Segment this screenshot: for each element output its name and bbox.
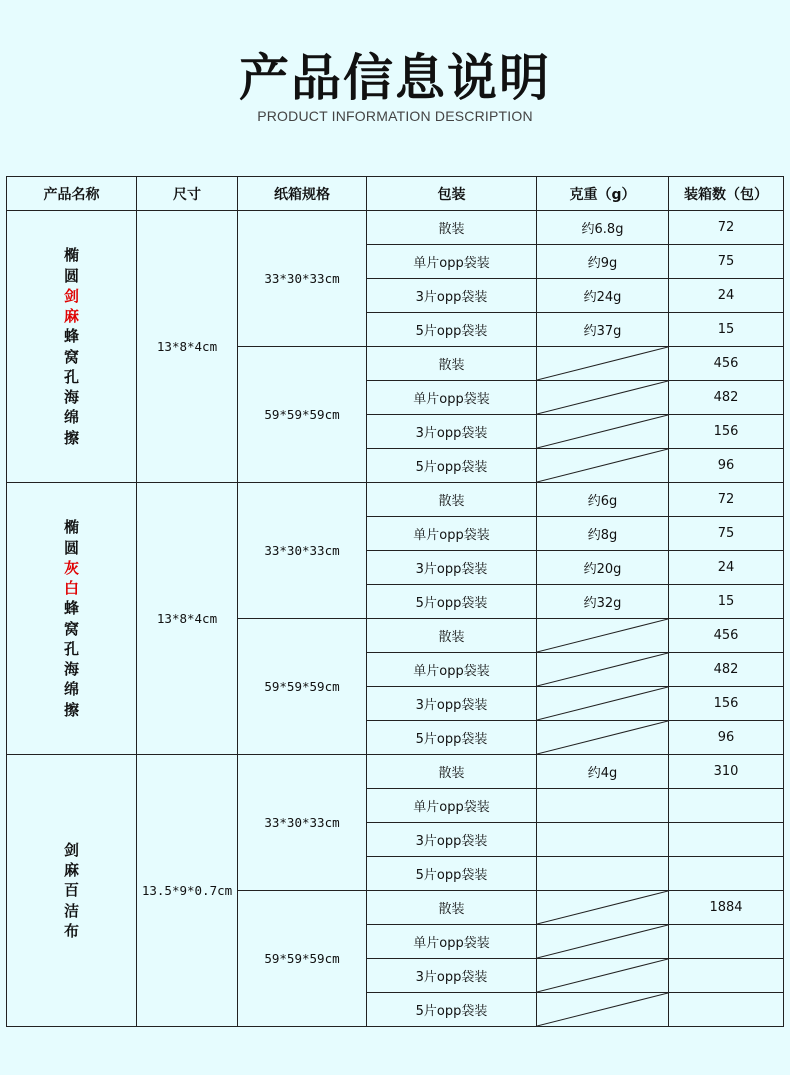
carton-spec-cell: 33*30*33cm	[238, 211, 367, 347]
page-title: 产品信息说明	[239, 49, 551, 107]
weight-cell: 约37g	[537, 313, 669, 347]
column-header-carton-spec: 纸箱规格	[238, 177, 367, 211]
weight-cell	[537, 857, 669, 891]
packaging-cell: 单片opp袋装	[367, 245, 537, 279]
product-name-char: 擦	[63, 428, 79, 447]
product-name-char: 剑	[63, 286, 79, 305]
page-subtitle: PRODUCT INFORMATION DESCRIPTION	[257, 108, 533, 124]
product-name-char: 麻	[63, 861, 79, 880]
product-name	[63, 245, 80, 448]
packaging-cell: 散装	[367, 891, 537, 925]
table-header-row	[7, 177, 784, 211]
weight-cell: 约9g	[537, 245, 669, 279]
packaging-cell: 单片opp袋装	[367, 517, 537, 551]
carton-quantity-cell: 156	[669, 687, 784, 721]
diagonal-slash	[537, 959, 668, 992]
packaging-cell: 5片opp袋装	[367, 857, 537, 891]
product-name-char: 海	[63, 388, 79, 406]
packaging-cell: 5片opp袋装	[367, 993, 537, 1027]
carton-quantity-cell: 310	[669, 755, 784, 789]
packaging-cell: 单片opp袋装	[367, 381, 537, 415]
table-row	[7, 211, 784, 245]
product-name-char: 百	[63, 881, 79, 900]
diagonal-slash	[537, 687, 668, 720]
weight-cell-empty-diagonal	[537, 891, 669, 925]
diagonal-slash	[537, 925, 668, 958]
product-name-char: 孔	[63, 639, 79, 658]
weight-cell: 约6.8g	[537, 211, 669, 245]
carton-quantity-cell	[669, 823, 784, 857]
carton-quantity-cell: 75	[669, 517, 784, 551]
diagonal-slash	[537, 619, 668, 652]
carton-quantity-cell: 24	[669, 551, 784, 585]
product-name-char: 圆	[63, 266, 79, 285]
packaging-cell: 3片opp袋装	[367, 279, 537, 313]
product-name-char: 灰	[63, 558, 79, 577]
carton-quantity-cell: 156	[669, 415, 784, 449]
diagonal-slash	[537, 347, 668, 380]
product-info-table	[6, 176, 784, 1027]
packaging-cell: 单片opp袋装	[367, 925, 537, 959]
packaging-cell: 3片opp袋装	[367, 959, 537, 993]
weight-cell: 约8g	[537, 517, 669, 551]
packaging-cell: 单片opp袋装	[367, 653, 537, 687]
diagonal-slash	[537, 415, 668, 448]
diagonal-slash	[537, 449, 668, 482]
product-name-char: 绵	[63, 408, 79, 427]
weight-cell: 约24g	[537, 279, 669, 313]
product-name-char: 蜂	[63, 599, 79, 618]
carton-quantity-cell: 1884	[669, 891, 784, 925]
product-name-char: 椭	[63, 246, 79, 265]
product-name-char: 布	[63, 921, 79, 940]
product-size-cell: 13*8*4cm	[137, 211, 238, 483]
product-name-char: 麻	[63, 307, 79, 325]
product-name-char: 洁	[63, 901, 79, 920]
carton-quantity-cell	[669, 789, 784, 823]
packaging-cell: 散装	[367, 211, 537, 245]
product-size-cell: 13.5*9*0.7cm	[137, 755, 238, 1027]
diagonal-slash	[537, 653, 668, 686]
carton-quantity-cell: 15	[669, 313, 784, 347]
carton-spec-cell: 33*30*33cm	[238, 483, 367, 619]
packaging-cell: 3片opp袋装	[367, 687, 537, 721]
carton-quantity-cell	[669, 959, 784, 993]
carton-spec-cell: 59*59*59cm	[238, 347, 367, 483]
carton-quantity-cell: 482	[669, 381, 784, 415]
weight-cell	[537, 789, 669, 823]
packaging-cell: 5片opp袋装	[367, 721, 537, 755]
carton-quantity-cell: 72	[669, 483, 784, 517]
product-name	[63, 840, 80, 941]
packaging-cell: 3片opp袋装	[367, 551, 537, 585]
carton-quantity-cell: 456	[669, 347, 784, 381]
packaging-cell: 5片opp袋装	[367, 449, 537, 483]
weight-cell-empty-diagonal	[537, 653, 669, 687]
weight-cell-empty-diagonal	[537, 993, 669, 1027]
product-name-char: 圆	[63, 538, 79, 557]
carton-spec-cell: 33*30*33cm	[238, 755, 367, 891]
carton-quantity-cell: 482	[669, 653, 784, 687]
carton-quantity-cell: 456	[669, 619, 784, 653]
carton-quantity-cell: 75	[669, 245, 784, 279]
packaging-cell: 3片opp袋装	[367, 415, 537, 449]
packaging-cell: 散装	[367, 483, 537, 517]
carton-quantity-cell: 24	[669, 279, 784, 313]
packaging-cell: 5片opp袋装	[367, 585, 537, 619]
column-header-product-name: 产品名称	[7, 177, 137, 211]
weight-cell: 约32g	[537, 585, 669, 619]
product-name-char: 窝	[63, 619, 79, 638]
weight-cell-empty-diagonal	[537, 381, 669, 415]
product-name-char: 擦	[63, 700, 79, 719]
weight-cell	[537, 823, 669, 857]
product-name-char: 白	[63, 579, 79, 597]
product-name-cell	[7, 755, 137, 1027]
carton-quantity-cell: 72	[669, 211, 784, 245]
column-header-size: 尺寸	[137, 177, 238, 211]
product-size-cell: 13*8*4cm	[137, 483, 238, 755]
carton-quantity-cell	[669, 857, 784, 891]
product-name-char: 海	[63, 660, 79, 678]
packaging-cell: 单片opp袋装	[367, 789, 537, 823]
column-header-weight: 克重（g）	[537, 177, 669, 211]
carton-spec-cell: 59*59*59cm	[238, 891, 367, 1027]
product-name-char: 蜂	[63, 327, 79, 346]
carton-quantity-cell	[669, 993, 784, 1027]
weight-cell-empty-diagonal	[537, 721, 669, 755]
product-name-cell	[7, 211, 137, 483]
packaging-cell: 3片opp袋装	[367, 823, 537, 857]
weight-cell-empty-diagonal	[537, 619, 669, 653]
table-row	[7, 755, 784, 789]
carton-spec-cell: 59*59*59cm	[238, 619, 367, 755]
packaging-cell: 散装	[367, 619, 537, 653]
product-name-cell	[7, 483, 137, 755]
weight-cell-empty-diagonal	[537, 347, 669, 381]
product-name	[63, 517, 80, 720]
carton-quantity-cell: 96	[669, 721, 784, 755]
packaging-cell: 散装	[367, 755, 537, 789]
product-name-char: 窝	[63, 347, 79, 366]
weight-cell: 约20g	[537, 551, 669, 585]
packaging-cell: 5片opp袋装	[367, 313, 537, 347]
product-name-char: 孔	[63, 367, 79, 386]
product-name-char: 椭	[63, 518, 79, 537]
packaging-cell: 散装	[367, 347, 537, 381]
weight-cell-empty-diagonal	[537, 415, 669, 449]
diagonal-slash	[537, 721, 668, 754]
product-name-char: 绵	[63, 680, 79, 699]
table-body	[7, 211, 784, 1027]
diagonal-slash	[537, 891, 668, 924]
column-header-carton-quantity: 装箱数（包）	[669, 177, 784, 211]
weight-cell-empty-diagonal	[537, 925, 669, 959]
carton-quantity-cell: 15	[669, 585, 784, 619]
weight-cell: 约6g	[537, 483, 669, 517]
product-name-char: 剑	[63, 840, 79, 859]
carton-quantity-cell	[669, 925, 784, 959]
column-header-packaging: 包装	[367, 177, 537, 211]
table-row	[7, 483, 784, 517]
weight-cell-empty-diagonal	[537, 687, 669, 721]
diagonal-slash	[537, 381, 668, 414]
weight-cell-empty-diagonal	[537, 959, 669, 993]
weight-cell-empty-diagonal	[537, 449, 669, 483]
diagonal-slash	[537, 993, 668, 1026]
weight-cell: 约4g	[537, 755, 669, 789]
carton-quantity-cell: 96	[669, 449, 784, 483]
